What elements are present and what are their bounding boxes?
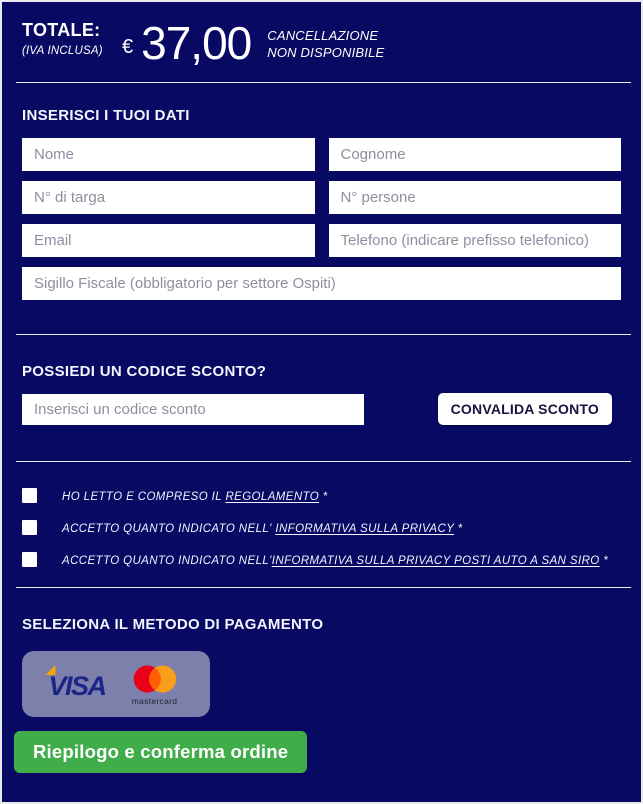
total-price	[122, 17, 252, 69]
consent-text: HO LETTO E COMPRESO IL	[62, 491, 226, 503]
privacy-link[interactable]: INFORMATIVA SULLA PRIVACY	[275, 523, 455, 535]
consent-row-privacy	[22, 520, 621, 535]
personal-data-form	[22, 138, 621, 300]
cancellation-policy-note	[267, 28, 384, 62]
required-asterisk: *	[599, 555, 609, 567]
card-payment-method[interactable]	[22, 651, 210, 717]
cancellation-line-1: CANCELLAZIONE	[267, 28, 379, 43]
mastercard-logo	[126, 662, 184, 706]
plate-number-field[interactable]	[22, 181, 315, 214]
privacy-label	[62, 523, 463, 535]
people-count-field[interactable]	[329, 181, 622, 214]
vat-included-note: (IVA INCLUSA)	[22, 45, 103, 57]
validate-discount-button[interactable]: CONVALIDA SCONTO	[438, 393, 612, 425]
privacy-checkbox[interactable]	[22, 520, 37, 535]
currency-symbol: €	[122, 36, 134, 58]
mastercard-wordmark: mastercard	[131, 696, 178, 706]
discount-code-input[interactable]	[22, 394, 364, 425]
regolamento-label	[62, 491, 328, 503]
divider	[16, 82, 631, 83]
privacy-san-siro-link[interactable]: INFORMATIVA SULLA PRIVACY POSTI AUTO A SAN SIRO	[271, 555, 600, 567]
order-total-header	[22, 2, 621, 69]
confirm-order-button[interactable]: Riepilogo e conferma ordine	[14, 731, 307, 773]
privacy-san-siro-label	[62, 555, 608, 567]
email-field[interactable]	[22, 224, 315, 257]
mastercard-circles-icon	[126, 662, 184, 698]
required-asterisk: *	[319, 491, 328, 503]
fiscal-seal-field[interactable]	[22, 267, 621, 300]
discount-row	[22, 393, 621, 425]
phone-field[interactable]	[329, 224, 622, 257]
total-label: TOTALE:	[22, 20, 101, 40]
consents-section	[22, 488, 621, 567]
divider	[16, 334, 631, 335]
regolamento-link[interactable]: REGOLAMENTO	[225, 491, 320, 503]
consent-text: ACCETTO QUANTO INDICATO NELL'	[62, 555, 272, 567]
privacy-san-siro-checkbox[interactable]	[22, 552, 37, 567]
personal-data-heading: INSERISCI I TUOI DATI	[22, 107, 190, 124]
consent-text: ACCETTO QUANTO INDICATO NELL'	[62, 523, 276, 535]
consent-row-regolamento	[22, 488, 621, 503]
total-amount: 37,00	[141, 17, 252, 69]
visa-logo	[48, 669, 105, 700]
last-name-field[interactable]	[329, 138, 622, 171]
total-block	[22, 20, 108, 57]
discount-heading: POSSIEDI UN CODICE SCONTO?	[22, 363, 267, 380]
visa-wordmark: VISA	[48, 670, 106, 701]
consent-row-privacy-san-siro	[22, 552, 621, 567]
divider	[16, 587, 631, 588]
required-asterisk: *	[454, 523, 463, 535]
cancellation-line-2: NON DISPONIBILE	[267, 44, 385, 60]
payment-method-heading: SELEZIONA IL METODO DI PAGAMENTO	[22, 616, 324, 633]
regolamento-checkbox[interactable]	[22, 488, 37, 503]
first-name-field[interactable]	[22, 138, 315, 171]
divider	[16, 461, 631, 462]
